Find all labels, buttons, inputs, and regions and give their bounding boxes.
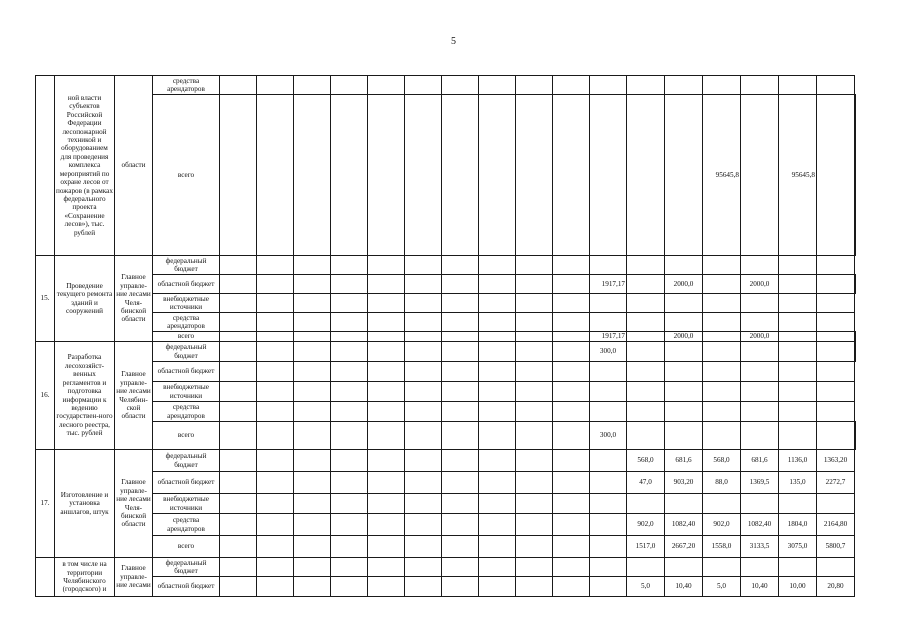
value-cell: 1804,0 <box>779 514 817 536</box>
source-label: средства арендаторов <box>153 402 220 422</box>
item-name: ной власти субъектов Российской Федерации лесопожарной техникой и оборудованием для проведения комплекса мероприятий по охране лесов от пожаров (в рамках федерального проекта «Сохранение лесов»), тыс. рублей <box>55 76 115 256</box>
executor: области <box>115 76 153 256</box>
value-cell: 300,0 <box>590 422 627 450</box>
value-cell: 1363,20 <box>817 450 855 472</box>
item-name: Изготовление и установка аншлагов, штук <box>55 450 115 558</box>
table-row <box>36 362 856 382</box>
item-name: Разработка лесохозяйст-венных регламентов и подготовка информации к ведению государствен-ного лесного реестра, тыс. рублей <box>55 342 115 450</box>
executor: Главное управле-ние лесами <box>115 558 153 597</box>
value-cell: 95645,8 <box>703 95 741 256</box>
source-label: федеральный бюджет <box>153 450 220 472</box>
value-cell: 2000,0 <box>741 275 779 294</box>
source-label: областной бюджет <box>153 275 220 294</box>
source-label: средства арендаторов <box>153 313 220 332</box>
value-cell: 1917,17 <box>590 275 627 294</box>
value-cell: 2000,0 <box>741 332 779 342</box>
value-cell: 1558,0 <box>703 536 741 558</box>
value-cell: 3133,5 <box>741 536 779 558</box>
value-cell: 568,0 <box>627 450 665 472</box>
value-cell: 10,00 <box>779 577 817 597</box>
value-cell: 1136,0 <box>779 450 817 472</box>
value-cell: 2272,7 <box>817 472 855 494</box>
item-number: 15. <box>36 256 55 342</box>
table-row <box>36 256 856 275</box>
item-name: Проведение текущего ремонта зданий и сооружений <box>55 256 115 342</box>
value-cell: 903,20 <box>665 472 703 494</box>
value-cell <box>855 95 856 256</box>
table-row <box>36 95 856 256</box>
value-cell <box>855 275 856 294</box>
source-label: средства арендаторов <box>153 514 220 536</box>
value-cell <box>855 332 856 342</box>
source-label: всего <box>153 332 220 342</box>
table-row <box>36 313 856 332</box>
table-row <box>36 332 856 342</box>
source-label: областной бюджет <box>153 362 220 382</box>
value-cell: 5,0 <box>703 577 741 597</box>
table-row <box>36 294 856 313</box>
executor: Главное управле-ние лесами Челябин-ской области <box>115 342 153 450</box>
executor: Главное управле-ние лесами Челя-бинской области <box>115 450 153 558</box>
table-row <box>36 577 856 597</box>
source-label: внебюджетные источники <box>153 294 220 313</box>
value-cell: 681,6 <box>741 450 779 472</box>
table-row <box>36 422 856 450</box>
value-cell: 20,80 <box>817 577 855 597</box>
source-label: областной бюджет <box>153 577 220 597</box>
value-cell: 5800,7 <box>817 536 855 558</box>
value-cell: 1369,5 <box>741 472 779 494</box>
table-row <box>36 382 856 402</box>
source-label: средства арендаторов <box>153 76 220 95</box>
value-cell: 300,0 <box>590 342 627 362</box>
table-row <box>36 342 856 362</box>
table-row <box>36 494 856 514</box>
executor: Главное управле-ние лесами Челя-бинской области <box>115 256 153 342</box>
table-row <box>36 558 856 577</box>
value-cell: 2000,0 <box>665 332 703 342</box>
source-label: федеральный бюджет <box>153 558 220 577</box>
table-row <box>36 536 856 558</box>
page-number: 5 <box>451 36 456 47</box>
value-cell: 10,40 <box>665 577 703 597</box>
value-cell: 3075,0 <box>779 536 817 558</box>
source-label: всего <box>153 422 220 450</box>
value-cell: 10,40 <box>741 577 779 597</box>
table-row <box>36 76 856 95</box>
source-label: всего <box>153 95 220 256</box>
source-label: областной бюджет <box>153 472 220 494</box>
value-cell: 135,0 <box>779 472 817 494</box>
value-cell: 1082,40 <box>741 514 779 536</box>
value-cell: 95645,8 <box>779 95 817 256</box>
value-cell: 5,0 <box>627 577 665 597</box>
table-row <box>36 402 856 422</box>
item-number: 16. <box>36 342 55 450</box>
value-cell: 1517,0 <box>627 536 665 558</box>
source-label: федеральный бюджет <box>153 256 220 275</box>
value-cell: 1082,40 <box>665 514 703 536</box>
value-cell: 902,0 <box>627 514 665 536</box>
program-table <box>35 75 856 597</box>
source-label: федеральный бюджет <box>153 342 220 362</box>
value-cell: 47,0 <box>627 472 665 494</box>
value-cell: 568,0 <box>703 450 741 472</box>
table-row <box>36 450 856 472</box>
source-label: внебюджетные источники <box>153 382 220 402</box>
value-cell: 1917,17 <box>590 332 627 342</box>
value-cell: 681,6 <box>665 450 703 472</box>
source-label: всего <box>153 536 220 558</box>
source-label: внебюджетные источники <box>153 494 220 514</box>
value-cell: 88,0 <box>703 472 741 494</box>
table-row <box>36 275 856 294</box>
table-row <box>36 514 856 536</box>
value-cell: 2164,80 <box>817 514 855 536</box>
value-cell <box>855 422 856 450</box>
item-name: в том числе на территории Челябинского (городского) и <box>55 558 115 597</box>
value-cell <box>855 342 856 362</box>
value-cell: 902,0 <box>703 514 741 536</box>
table-row <box>36 472 856 494</box>
value-cell: 2000,0 <box>665 275 703 294</box>
value-cell: 2667,20 <box>665 536 703 558</box>
item-number: 17. <box>36 450 55 558</box>
